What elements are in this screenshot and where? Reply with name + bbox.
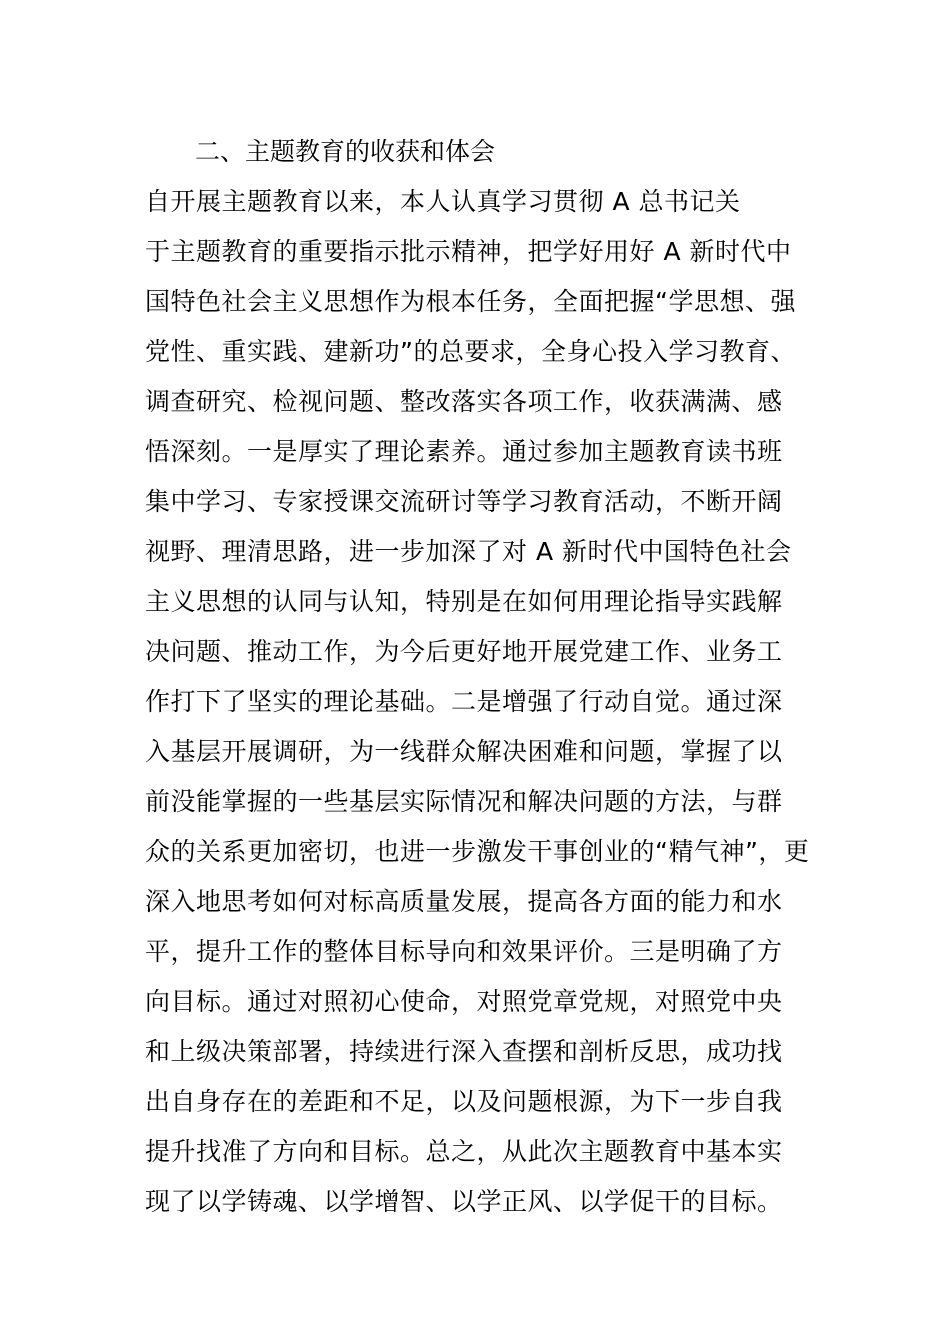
paragraph-line: 和上级决策部署，持续进行深入查摆和剖析反思，成功找 <box>145 1037 783 1066</box>
paragraph-line: 平，提升工作的整体目标导向和效果评价。三是明确了方 <box>145 937 783 966</box>
body-paragraph <box>145 177 813 1227</box>
paragraph-line: 调查研究、检视问题、整改落实各项工作，收获满满、感 <box>145 387 783 416</box>
paragraph-line: 视野、理清思路，进一步加深了对 A 新时代中国特色社会 <box>145 537 792 566</box>
section-heading: 二、主题教育的收获和体会 <box>195 137 496 166</box>
paragraph-line: 决问题、推动工作，为今后更好地开展党建工作、业务工 <box>145 637 783 666</box>
paragraph-line: 深入地思考如何对标高质量发展，提高各方面的能力和水 <box>145 887 783 916</box>
paragraph-line: 悟深刻。一是厚实了理论素养。通过参加主题教育读书班 <box>145 437 783 466</box>
paragraph-line: 入基层开展调研，为一线群众解决困难和问题，掌握了以 <box>145 737 783 766</box>
paragraph-line: 党性、重实践、建新功”的总要求，全身心投入学习教育、 <box>145 337 796 366</box>
paragraph-line: 众的关系更加密切，也进一步激发干事创业的“精气神”，更 <box>145 837 810 866</box>
paragraph-line: 前没能掌握的一些基层实际情况和解决问题的方法，与群 <box>145 787 783 816</box>
paragraph-line: 作打下了坚实的理论基础。二是增强了行动自觉。通过深 <box>145 687 783 716</box>
paragraph-line: 提升找准了方向和目标。总之，从此次主题教育中基本实 <box>145 1137 783 1166</box>
paragraph-line: 主义思想的认同与认知，特别是在如何用理论指导实践解 <box>145 587 783 616</box>
paragraph-line: 集中学习、专家授课交流研讨等学习教育活动，不断开阔 <box>145 487 783 516</box>
paragraph-line: 自开展主题教育以来，本人认真学习贯彻 A 总书记关 <box>145 187 741 216</box>
paragraph-line: 国特色社会主义思想作为根本任务，全面把握“学思想、强 <box>145 287 796 316</box>
paragraph-line: 出自身存在的差距和不足，以及问题根源，为下一步自我 <box>145 1087 783 1116</box>
paragraph-line: 向目标。通过对照初心使命，对照党章党规，对照党中央 <box>145 987 783 1016</box>
paragraph-line: 于主题教育的重要指示批示精神，把学好用好 A 新时代中 <box>145 237 792 266</box>
paragraph-line: 现了以学铸魂、以学增智、以学正风、以学促干的目标。 <box>145 1187 783 1216</box>
